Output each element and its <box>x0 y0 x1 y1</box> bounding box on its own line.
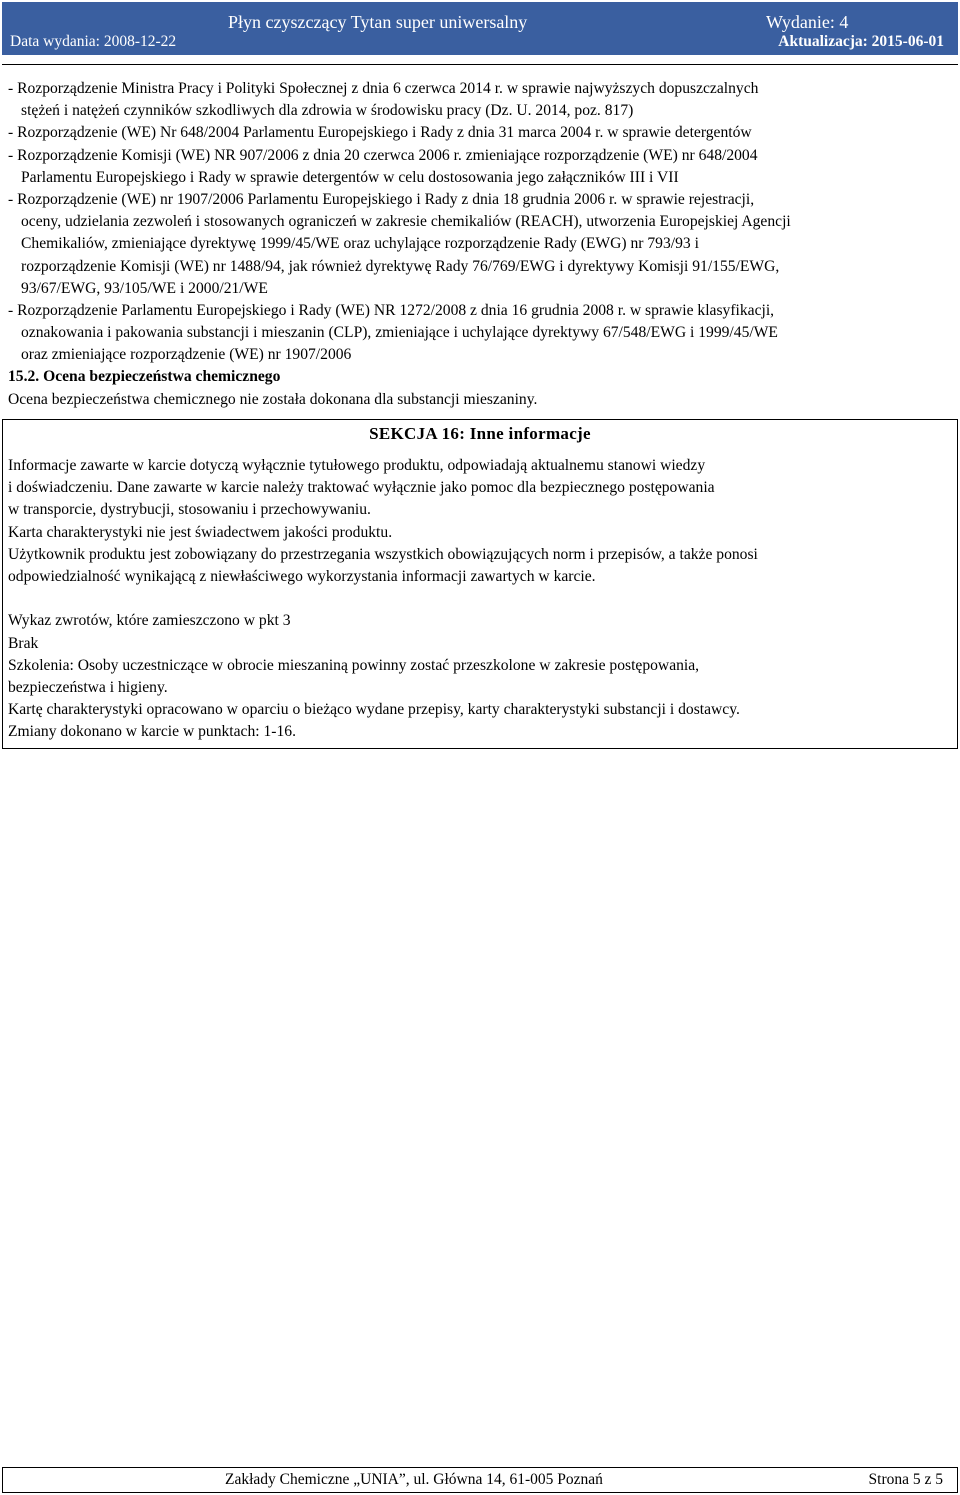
regulation-line: oraz zmieniające rozporządzenie (WE) nr 1907/2006 <box>21 346 352 364</box>
info-line: Informacje zawarte w karcie dotyczą wyłącznie tytułowego produktu, odpowiadają aktualnemu stanowi wiedzy <box>8 457 706 474</box>
info-line: w transporcie, dystrybucji, stosowaniu i przechowywaniu. <box>8 501 371 519</box>
issue-date: Data wydania: 2008-12-22 <box>10 33 177 50</box>
page-number: Strona 5 z 5 <box>868 1471 943 1488</box>
regulation-line: - Rozporządzenie (WE) nr 1907/2006 Parlamentu Europejskiego i Rady z dnia 18 grudnia 2006 r. w sprawie rejestracji, <box>8 190 755 208</box>
info-line: Użytkownik produktu jest zobowiązany do przestrzegania wszystkich obowiązujących norm i przepisów, a także ponosi <box>8 545 758 563</box>
company-address: Zakłady Chemiczne „UNIA”, ul. Główna 14, 61-005 Poznań <box>225 1471 603 1488</box>
regulation-line: Parlamentu Europejskiego i Rady w sprawie detergentów w celu dostosowania jego załączników III i VII <box>21 168 679 186</box>
info-line: Szkolenia: Osoby uczestniczące w obrocie mieszaniną powinny zostać przeszkolone w zakresie postępowania, <box>8 656 700 674</box>
regulation-line: rozporządzenie Komisji (WE) nr 1488/94, jak również dyrektywę Rady 76/769/EWG i dyrektywy Komisji 91/155/EWG, <box>21 257 780 275</box>
regulation-line: - Rozporządzenie Komisji (WE) NR 907/2006 z dnia 20 czerwca 2006 r. zmieniające rozporządzenie (WE) nr 648/2004 <box>8 146 758 164</box>
regulations-list <box>8 78 952 411</box>
update-date: Aktualizacja: 2015-06-01 <box>778 33 944 50</box>
header-divider <box>2 64 958 65</box>
info-line: Brak <box>8 634 39 652</box>
regulation-line: 93/67/EWG, 93/105/WE i 2000/21/WE <box>21 279 268 297</box>
info-line: odpowiedzialność wynikającą z niewłaściwego wykorzystania informacji zawartych w karcie. <box>8 567 596 585</box>
regulation-line: Chemikaliów, zmieniające dyrektywę 1999/45/WE oraz uchylające rozporządzenie Rady (EWG) nr 793/93 i <box>21 235 699 253</box>
regulation-line: - Rozporządzenie (WE) Nr 648/2004 Parlamentu Europejskiego i Rady z dnia 31 marca 2004 r. w sprawie detergentów <box>8 124 752 142</box>
regulation-line: oceny, udzielania zezwoleń i stosowanych ograniczeń w zakresie chemikaliów (REACH), utworzenia Europejskiej Agencji <box>21 213 791 231</box>
regulation-line: - Rozporządzenie Parlamentu Europejskiego i Rady (WE) NR 1272/2008 z dnia 16 grudnia 2008 r. w sprawie klasyfikacji, <box>8 301 775 319</box>
document-header <box>2 2 958 55</box>
info-line: Kartę charakterystyki opracowano w oparciu o bieżąco wydane przepisy, karty charakterystyki substancji i dostawcy. <box>8 701 740 719</box>
section-15-2-text: Ocena bezpieczeństwa chemicznego nie została dokonana dla substancji mieszaniny. <box>8 390 538 408</box>
section-15-2-heading: 15.2. Ocena bezpieczeństwa chemicznego <box>8 368 281 386</box>
section-16-content <box>8 455 952 743</box>
info-line: Karta charakterystyki nie jest świadectwem jakości produktu. <box>8 523 393 541</box>
regulation-line: oznakowania i pakowania substancji i mieszanin (CLP), zmieniające i uchylające dyrektywy 67/548/EWG i 1999/45/WE <box>21 324 778 342</box>
spacer <box>8 588 952 610</box>
info-line: bezpieczeństwa i higieny. <box>8 678 168 696</box>
info-line: i doświadczeniu. Dane zawarte w karcie należy traktować wyłącznie jako pomoc dla bezpiecznego postępowania <box>8 479 715 497</box>
section-16-title: SEKCJA 16: Inne informacje <box>369 424 591 443</box>
regulation-line: - Rozporządzenie Ministra Pracy i Polityki Społecznej z dnia 6 czerwca 2014 r. w sprawie najwyższych dopuszczalnych <box>8 80 759 97</box>
document-footer <box>2 1467 958 1493</box>
edition: Wydanie: 4 <box>766 12 849 32</box>
info-line: Wykaz zwrotów, które zamieszczono w pkt 3 <box>8 612 291 630</box>
regulation-line: stężeń i natężeń czynników szkodliwych dla zdrowia w środowisku pracy (Dz. U. 2014, poz. 817) <box>21 102 634 120</box>
info-line: Zmiany dokonano w karcie w punktach: 1-16. <box>8 723 296 741</box>
product-title: Płyn czyszczący Tytan super uniwersalny <box>228 12 528 32</box>
